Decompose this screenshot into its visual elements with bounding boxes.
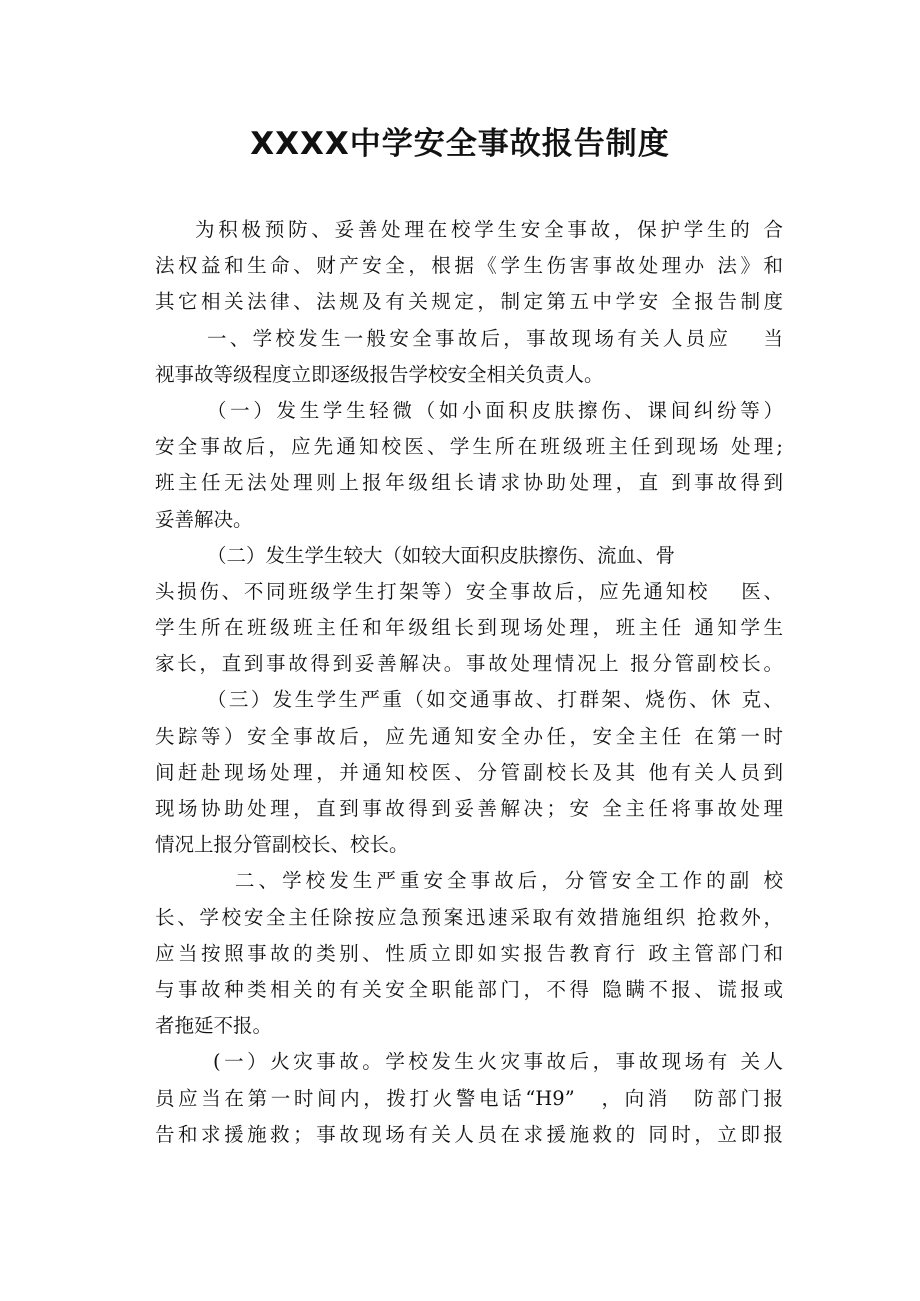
text-line: 现场协助处理，直到事故得到妥善解决；安 全主任将事故处理 (155, 797, 783, 820)
text-line: 间赶赴现场处理，并通知校医、分管副校长及其 他有关人员到 (155, 760, 783, 784)
document-body (155, 212, 783, 1153)
text-line: 二、学校发生严重安全事故后，分管安全工作的副 校 (235, 869, 783, 893)
text-line: （一）发生学生轻微（如小面积皮肤擦伤、课间纠纷等） (207, 398, 783, 422)
text-line: 学生所在班级班主任和年级组长到现场处理，班主任 通知学生 (155, 616, 783, 640)
text-line: 失踪等）安全事故后，应先通知安全办任，安全主任 在第一时 (155, 724, 783, 748)
text-line: 视事故等级程度立即逐级报告学校安全相关负责人。 (155, 362, 604, 386)
text-line: 班主任无法处理则上报年级组长请求协助处理，直 到事故得到 (155, 471, 783, 495)
text-line: （二）发生学生较大（如较大面积皮肤擦伤、流血、骨 (207, 543, 676, 567)
text-line: 法权益和生命、财产安全，根据《学生伤害事故处理办 法》和 (155, 254, 783, 278)
text-line: 头损伤、不同班级学生打架等）安全事故后，应先通知校 医、 (155, 579, 783, 603)
text-line: 者拖延不报。 (155, 1014, 273, 1038)
text-line: 应当按照事故的类别、性质立即如实报告教育行 政主管部门和 (155, 941, 783, 965)
text-line: (一）火灾事故。学校发生火灾事故后，事故现场有 关人 (213, 1050, 783, 1074)
text-line: 安全事故后，应先通知校医、学生所在班级班主任到现场 处理; (155, 435, 783, 459)
text-line: 为积极预防、妥善处理在校学生安全事故，保护学生的 合 (195, 218, 783, 241)
text-line: 家长，直到事故得到妥善解决。事故处理情况上 报分管副校长。 (155, 652, 783, 676)
text-line: 妥善解决。 (155, 507, 253, 531)
text-line: 与事故种类相关的有关安全职能部门，不得 隐瞒不报、谎报或 (155, 977, 783, 1001)
text-line: （三）发生学生严重（如交通事故、打群架、烧伤、休 克、 (207, 688, 783, 712)
document-title: XXXX中学安全事故报告制度 (250, 126, 670, 162)
text-line: 一、学校发生一般安全事故后，事故现场有关人员应 当 (207, 326, 783, 350)
text-line: 其它相关法律、法规及有关规定，制定第五中学安 全报告制度 (155, 290, 783, 314)
text-line: 告和求援施救；事故现场有关人员在求援施救的 同时，立即报 (155, 1122, 783, 1146)
text-line: 长、学校安全主任除按应急预案迅速采取有效措施组织 抢救外， (155, 905, 783, 929)
text-line: 情况上报分管副校长、校长。 (155, 833, 409, 857)
text-line: 员应当在第一时间内，拨打火警电话“H9” ，向消 防部门报 (155, 1086, 783, 1110)
